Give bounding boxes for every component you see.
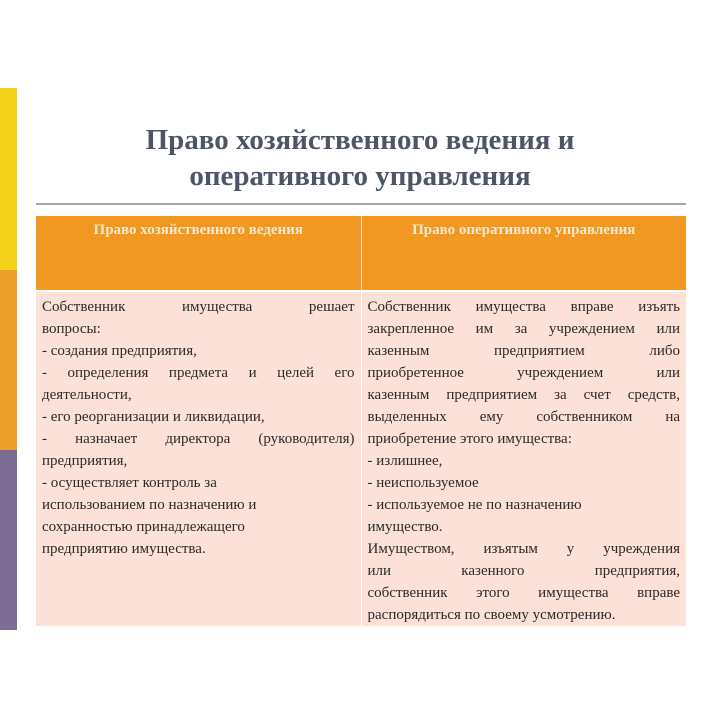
accent-bar-yellow (0, 88, 17, 270)
text-line: - осуществляет контроль за (42, 475, 217, 491)
cell-operational-management (361, 291, 686, 626)
text-line: - назначает директора (руководителя) (42, 431, 355, 447)
title-line-1: Право хозяйственного ведения и (145, 124, 575, 156)
text-line: распорядиться по своему усмотрению. (367, 607, 616, 623)
text-line: или казенного предприятия, (367, 563, 680, 579)
text-line: - определения предмета и целей его (42, 365, 355, 381)
title-divider (36, 203, 686, 205)
text-line: предприятию имущества. (42, 541, 206, 557)
text-line: приобретенное учреждением или (367, 365, 680, 381)
text-line: закрепленное им за учреждением или (367, 321, 680, 337)
text-line: Имуществом, изъятым у учреждения (367, 541, 680, 557)
text-line: - его реорганизации и ликвидации, (42, 409, 265, 425)
table-header-row (36, 216, 686, 291)
text-line: использованием по назначению и (42, 497, 257, 513)
accent-bar-orange (0, 270, 17, 450)
header-operational-management: Право оперативного управления (361, 216, 686, 291)
cell-economic-management (36, 291, 361, 626)
text-line: сохранностью принадлежащего (42, 519, 245, 535)
text-line: деятельности, (42, 387, 132, 403)
text-line: имущество. (367, 519, 443, 535)
comparison-table (36, 216, 686, 626)
text-line: предприятия, (42, 453, 128, 469)
text-line: казенным предприятием за счет средств, (367, 387, 680, 403)
text-line: - излишнее, (367, 453, 443, 469)
text-line: собственник этого имущества вправе (367, 585, 680, 601)
slide-title (40, 122, 680, 194)
text-line: - создания предприятия, (42, 343, 197, 359)
accent-bar-purple (0, 450, 17, 630)
text-line: - неиспользуемое (367, 475, 479, 491)
header-economic-management: Право хозяйственного ведения (36, 216, 361, 291)
text-line: - используемое не по назначению (367, 497, 582, 513)
text-line: Собственник имущества решает (42, 299, 355, 315)
text-line: Собственник имущества вправе изъять (367, 299, 680, 315)
text-line: приобретение этого имущества: (367, 431, 572, 447)
text-line: вопросы: (42, 321, 101, 337)
text-line: выделенных ему собственником на (367, 409, 680, 425)
text-line: казенным предприятием либо (367, 343, 680, 359)
table-row (36, 291, 686, 626)
title-line-2: оперативного управления (189, 160, 531, 192)
